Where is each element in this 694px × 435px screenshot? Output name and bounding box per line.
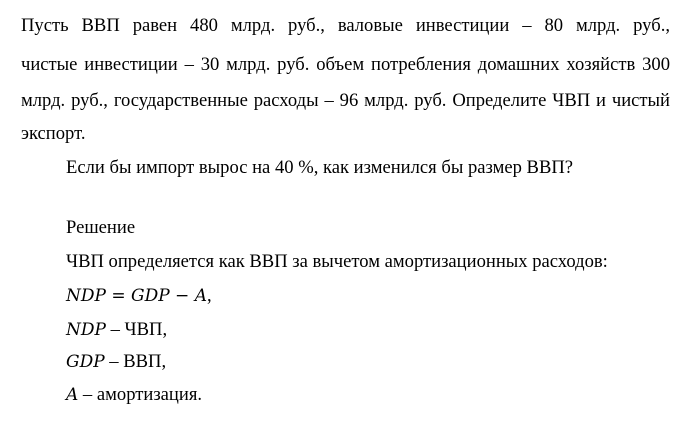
solution-intro: ЧВП определяется как ВВП за вычетом амортизационных расходов:: [66, 251, 608, 272]
formula-line: [66, 284, 212, 308]
definition-symbol: GDP: [66, 352, 105, 372]
definition-symbol: A: [66, 385, 79, 405]
definition-text: – амортизация.: [78, 384, 203, 405]
definition-text: – ВВП,: [104, 351, 167, 372]
problem-line-4: экспорт.: [21, 123, 86, 144]
problem-line-1: Пусть ВВП равен 480 млрд. руб., валовые инвестиции – 80 млрд. руб.,: [21, 15, 670, 36]
definition-gdp: [66, 350, 166, 374]
solution-heading: Решение: [66, 217, 136, 238]
problem-line-2: чистые инвестиции – 30 млрд. руб. объем потребления домашних хозяйств 300: [21, 54, 670, 75]
definition-symbol: NDP: [66, 320, 106, 340]
definition-text: – ЧВП,: [105, 319, 168, 340]
definition-a: [66, 383, 202, 407]
formula-suffix: ,: [206, 285, 212, 306]
question-line: Если бы импорт вырос на 40 %, как изменился бы размер ВВП?: [66, 157, 574, 178]
definition-ndp: [66, 318, 167, 342]
formula: NDP = GDP − A: [66, 286, 207, 306]
problem-line-3: млрд. руб., государственные расходы – 96 млрд. руб. Определите ЧВП и чистый: [21, 90, 670, 111]
